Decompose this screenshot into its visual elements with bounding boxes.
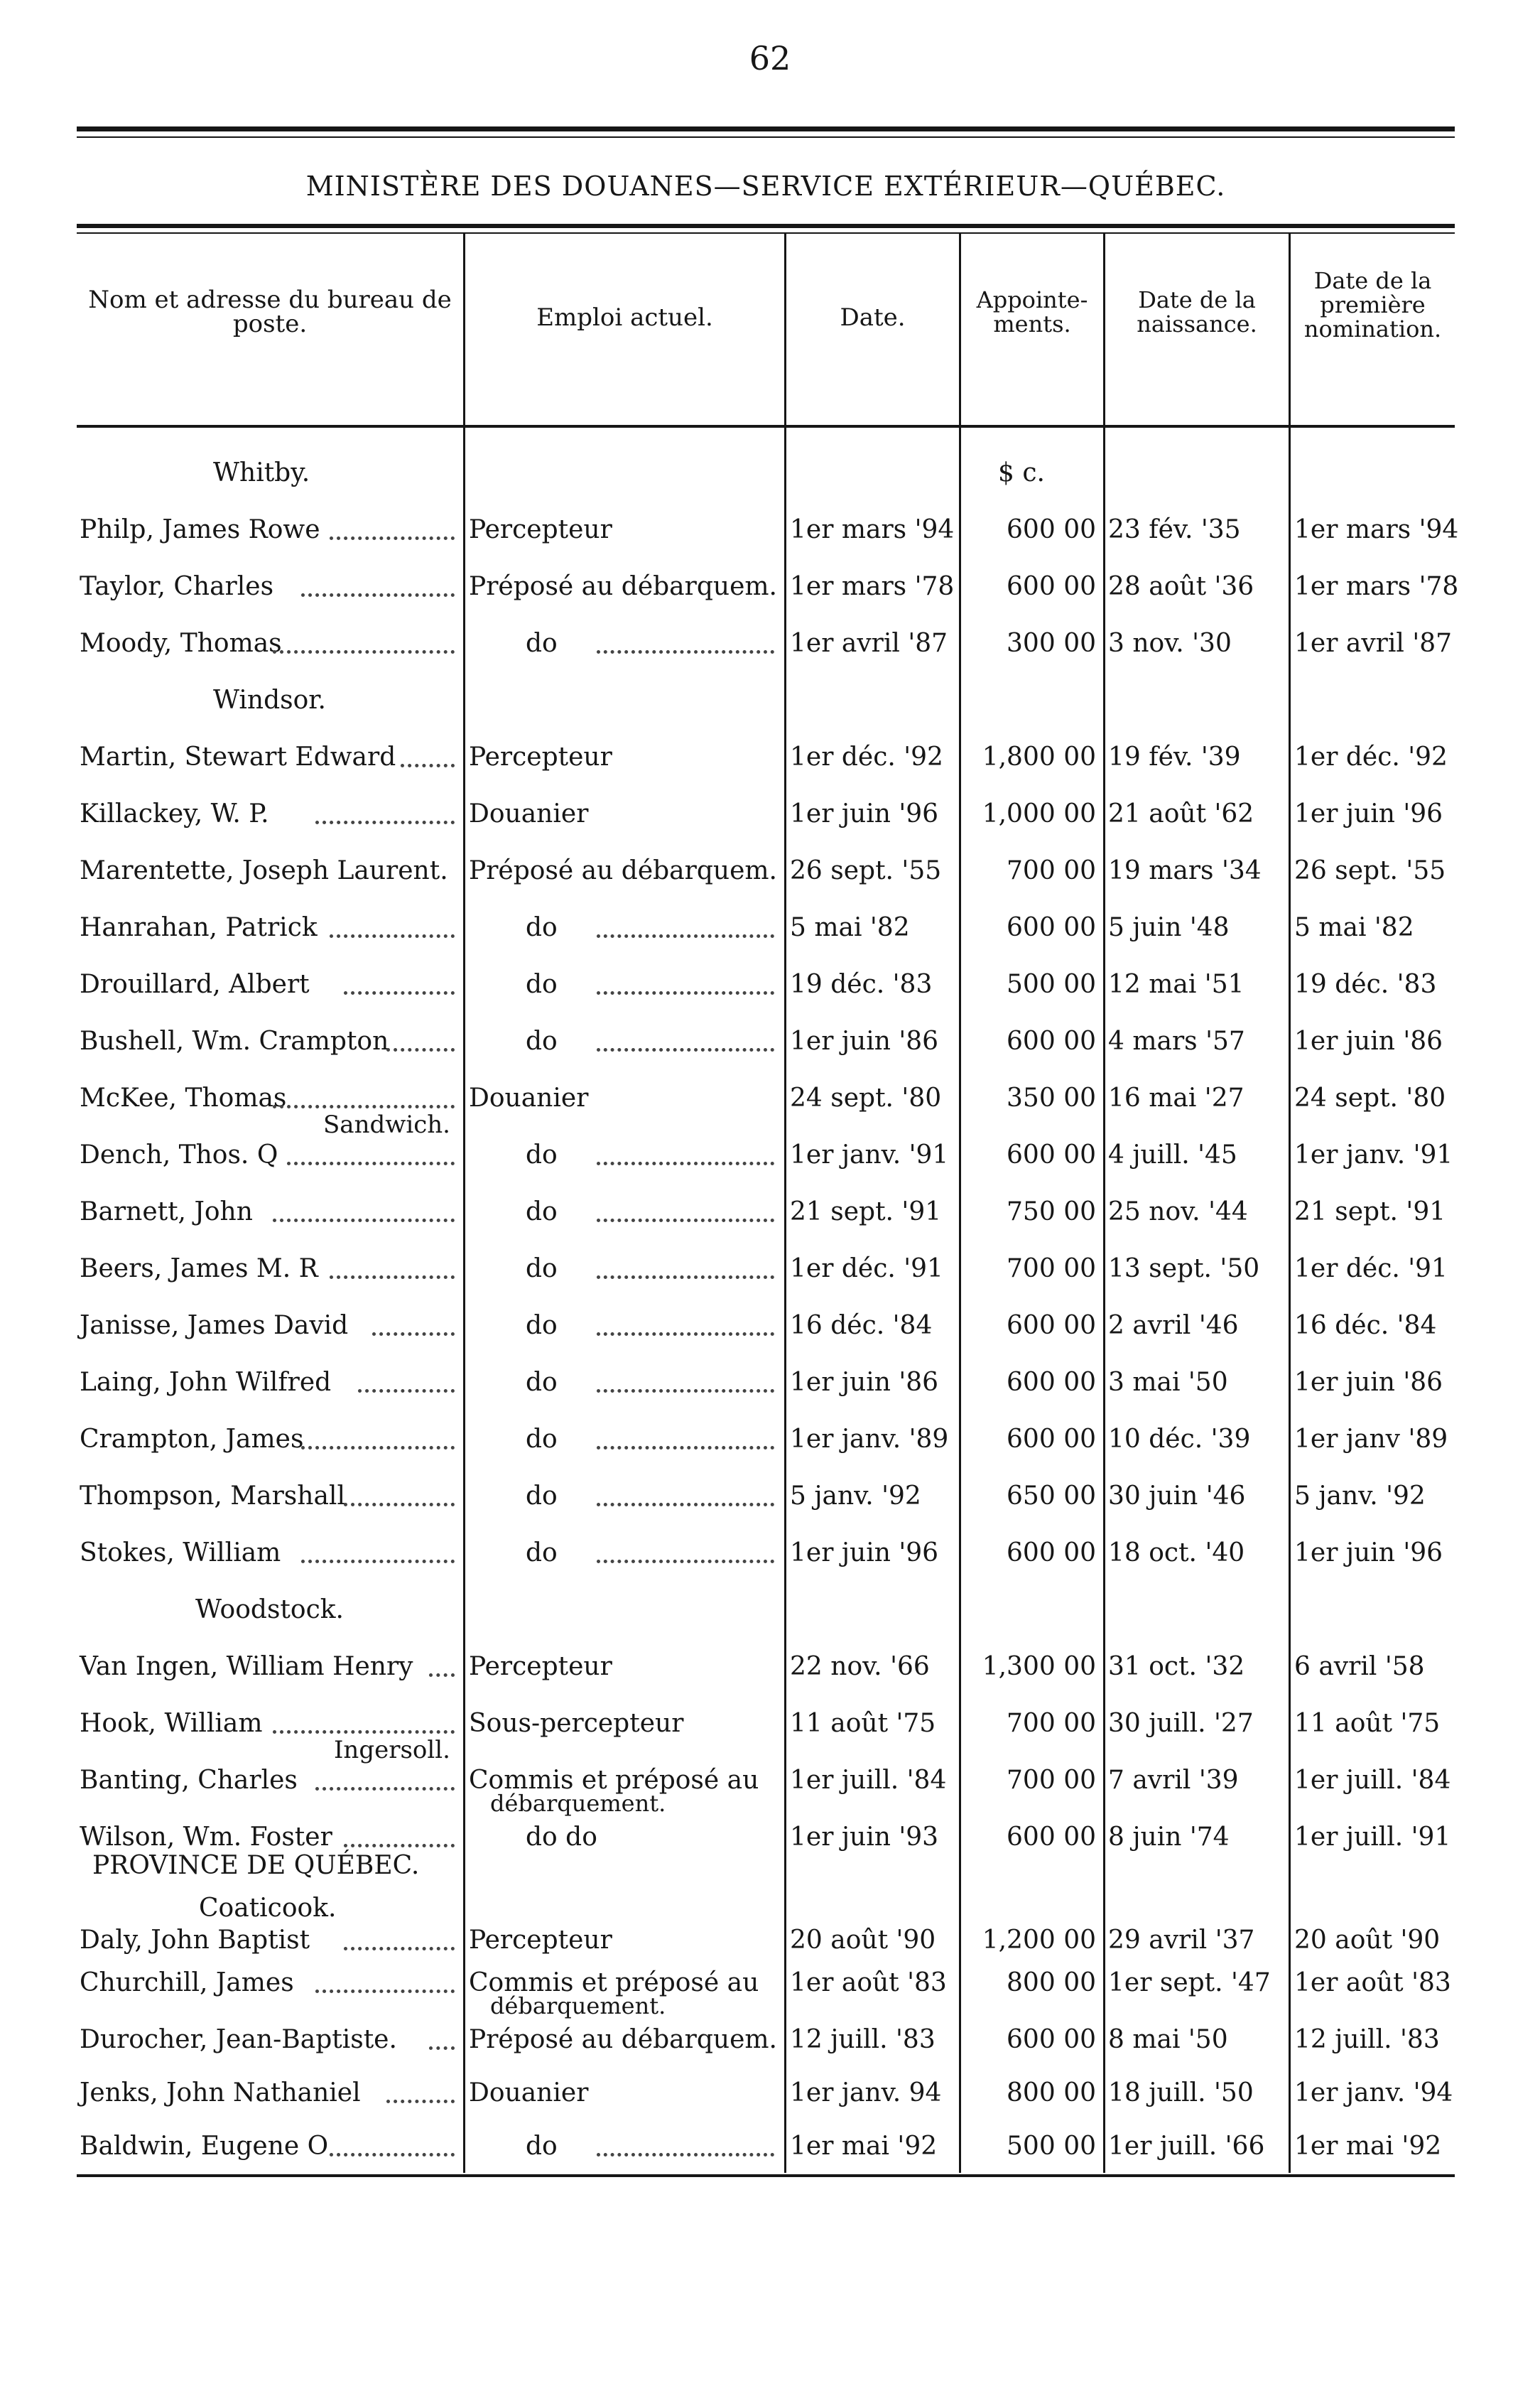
birth-date: 8 mai '50 bbox=[1108, 2025, 1228, 2054]
first-nomination-date: 1er janv. '91 bbox=[1294, 1140, 1453, 1170]
leader-dots bbox=[344, 1947, 455, 1950]
leader-dots bbox=[597, 1560, 774, 1563]
first-nomination-date: 1er mars '78 bbox=[1294, 572, 1459, 601]
nomination-date: 1er mai '92 bbox=[790, 2132, 938, 2161]
emploi-actuel: Percepteur bbox=[469, 1652, 612, 1681]
nomination-date: 5 mai '82 bbox=[790, 913, 910, 942]
leader-dots bbox=[597, 1389, 774, 1393]
appointements: 350 00 bbox=[1007, 1084, 1096, 1113]
emploi-actuel: do bbox=[526, 1197, 558, 1226]
leader-dots bbox=[273, 650, 455, 654]
leader-dots bbox=[597, 650, 774, 654]
leader-dots bbox=[597, 2153, 774, 2156]
top-rule-thick bbox=[77, 126, 1455, 131]
first-nomination-date: 1er déc. '92 bbox=[1294, 743, 1448, 772]
employee-name: Crampton, James bbox=[80, 1425, 304, 1454]
birth-date: 8 juin '74 bbox=[1108, 1823, 1230, 1852]
appointements: 600 00 bbox=[1007, 2025, 1096, 2054]
header-date: Date. bbox=[840, 303, 906, 332]
appointements: 1,300 00 bbox=[982, 1652, 1096, 1681]
leader-dots bbox=[315, 1787, 455, 1791]
first-nomination-date: 1er avril '87 bbox=[1294, 629, 1453, 658]
birth-date: 13 sept. '50 bbox=[1108, 1254, 1260, 1283]
leader-dots bbox=[344, 1844, 455, 1847]
appointements: 500 00 bbox=[1007, 970, 1096, 999]
first-nomination-date: 19 déc. '83 bbox=[1294, 970, 1437, 999]
birth-date: 12 mai '51 bbox=[1108, 970, 1245, 999]
emploi-actuel: do bbox=[526, 1140, 558, 1170]
employee-name: Laing, John Wilfred bbox=[80, 1368, 332, 1397]
nomination-date: 22 nov. '66 bbox=[790, 1652, 930, 1681]
nomination-date: 26 sept. '55 bbox=[790, 856, 942, 885]
birth-date: 7 avril '39 bbox=[1108, 1766, 1239, 1795]
appointements: 800 00 bbox=[1007, 1968, 1096, 1997]
leader-dots bbox=[330, 934, 455, 938]
birth-date: 30 juin '46 bbox=[1108, 1481, 1246, 1511]
leader-dots bbox=[301, 1446, 455, 1450]
nomination-date: 1er déc. '92 bbox=[790, 743, 943, 772]
first-nomination-date: 24 sept. '80 bbox=[1294, 1084, 1446, 1113]
appointements: 600 00 bbox=[1007, 913, 1096, 942]
emploi-actuel: Douanier bbox=[469, 1084, 589, 1113]
bottom-rule bbox=[77, 2174, 1455, 2177]
nomination-date: 1er juin '93 bbox=[790, 1823, 939, 1852]
employee-name: Hanrahan, Patrick bbox=[80, 913, 318, 942]
leader-dots bbox=[273, 1219, 455, 1222]
appointements: 800 00 bbox=[1007, 2078, 1096, 2107]
appointements: 1,200 00 bbox=[982, 1926, 1096, 1955]
employee-name: Van Ingen, William Henry bbox=[80, 1652, 413, 1681]
place-label: PROVINCE DE QUÉBEC. bbox=[92, 1851, 420, 1880]
leader-dots bbox=[429, 1673, 455, 1677]
header-rule bbox=[77, 425, 1455, 428]
birth-date: 4 juill. '45 bbox=[1108, 1140, 1237, 1170]
first-nomination-date: 12 juill. '83 bbox=[1294, 2025, 1440, 2054]
place-label: Woodstock. bbox=[195, 1595, 344, 1624]
employee-name: Stokes, William bbox=[80, 1538, 281, 1567]
birth-date: 1er juill. '66 bbox=[1108, 2132, 1265, 2161]
nomination-date: 1er août '83 bbox=[790, 1968, 947, 1997]
birth-date: 10 déc. '39 bbox=[1108, 1425, 1251, 1454]
leader-dots bbox=[315, 821, 455, 824]
employee-name: Beers, James M. R bbox=[80, 1254, 318, 1283]
emploi-actuel: Commis et préposé au bbox=[469, 1766, 759, 1795]
birth-date: 25 nov. '44 bbox=[1108, 1197, 1248, 1226]
appointements: 600 00 bbox=[1007, 572, 1096, 601]
first-nomination-date: 1er janv. '94 bbox=[1294, 2078, 1453, 2107]
leader-dots bbox=[386, 2100, 455, 2103]
emploi-actuel: Commis et préposé au bbox=[469, 1968, 759, 1997]
birth-date: 23 fév. '35 bbox=[1108, 515, 1241, 544]
emploi-actuel: Percepteur bbox=[469, 743, 612, 772]
place-label: Coaticook. bbox=[199, 1894, 337, 1923]
emploi-actuel: Préposé au débarquem. bbox=[469, 2025, 777, 2054]
birth-date: 30 juill. '27 bbox=[1108, 1709, 1254, 1738]
leader-dots bbox=[330, 2153, 455, 2156]
nomination-date: 1er juill. '84 bbox=[790, 1766, 947, 1795]
appointements: 500 00 bbox=[1007, 2132, 1096, 2161]
employee-name: Killackey, W. P. bbox=[80, 799, 269, 828]
first-nomination-date: 1er juin '86 bbox=[1294, 1368, 1443, 1397]
leader-dots bbox=[358, 1389, 455, 1393]
birth-date: 5 juin '48 bbox=[1108, 913, 1230, 942]
leader-dots bbox=[372, 1332, 455, 1336]
first-nomination-date: 1er déc. '91 bbox=[1294, 1254, 1448, 1283]
emploi-actuel: do bbox=[526, 629, 558, 658]
leader-dots bbox=[330, 536, 455, 540]
leader-dots bbox=[597, 1219, 774, 1222]
title-rule-thin bbox=[77, 232, 1455, 234]
appointements: 650 00 bbox=[1007, 1481, 1096, 1511]
emploi-actuel: do bbox=[526, 1027, 558, 1056]
first-nomination-date: 11 août '75 bbox=[1294, 1709, 1441, 1738]
appointements: 600 00 bbox=[1007, 1425, 1096, 1454]
nomination-date: 5 janv. '92 bbox=[790, 1481, 921, 1511]
employee-name: Banting, Charles bbox=[80, 1766, 298, 1795]
appointements: 600 00 bbox=[1007, 1368, 1096, 1397]
first-nomination-date: 1er juill. '84 bbox=[1294, 1766, 1451, 1795]
nomination-date: 1er juin '86 bbox=[790, 1027, 939, 1056]
employee-name: Janisse, James David bbox=[80, 1311, 349, 1340]
leader-dots bbox=[597, 1332, 774, 1336]
employee-name: Drouillard, Albert bbox=[80, 970, 310, 999]
leader-dots bbox=[597, 1275, 774, 1279]
leader-dots bbox=[597, 1162, 774, 1165]
leader-dots bbox=[301, 593, 455, 597]
column-divider bbox=[784, 233, 786, 2173]
place-label: Whitby. bbox=[213, 458, 310, 487]
place-label: Sandwich. bbox=[323, 1111, 450, 1139]
birth-date: 2 avril '46 bbox=[1108, 1311, 1239, 1340]
place-label: Windsor. bbox=[213, 686, 326, 715]
nomination-date: 11 août '75 bbox=[790, 1709, 936, 1738]
leader-dots bbox=[273, 1730, 455, 1734]
nomination-date: 16 déc. '84 bbox=[790, 1311, 933, 1340]
leader-dots bbox=[344, 1503, 455, 1506]
leader-dots bbox=[597, 934, 774, 938]
emploi-actuel: do bbox=[526, 1311, 558, 1340]
appointements: 700 00 bbox=[1007, 856, 1096, 885]
employee-name: Bushell, Wm. Crampton bbox=[80, 1027, 389, 1056]
first-nomination-date: 1er mai '92 bbox=[1294, 2132, 1442, 2161]
employee-name: Wilson, Wm. Foster bbox=[80, 1823, 332, 1852]
header-name: Nom et adresse du bureau de poste. bbox=[88, 286, 452, 338]
employee-name: Moody, Thomas bbox=[80, 629, 282, 658]
first-nomination-date: 1er juin '86 bbox=[1294, 1027, 1443, 1056]
currency-label: $ c. bbox=[998, 458, 1045, 487]
leader-dots bbox=[344, 991, 455, 995]
birth-date: 21 août '62 bbox=[1108, 799, 1254, 828]
nomination-date: 24 sept. '80 bbox=[790, 1084, 942, 1113]
birth-date: 1er sept. '47 bbox=[1108, 1968, 1271, 1997]
appointements: 600 00 bbox=[1007, 515, 1096, 544]
nomination-date: 1er janv. 94 bbox=[790, 2078, 942, 2107]
leader-dots bbox=[330, 1275, 455, 1279]
emploi-continuation: débarquement. bbox=[490, 1992, 666, 2019]
employee-name: Thompson, Marshall bbox=[80, 1481, 345, 1511]
leader-dots bbox=[273, 1105, 455, 1108]
appointements: 600 00 bbox=[1007, 1311, 1096, 1340]
emploi-continuation: débarquement. bbox=[490, 1790, 666, 1817]
first-nomination-date: 1er juin '96 bbox=[1294, 799, 1443, 828]
nomination-date: 1er avril '87 bbox=[790, 629, 948, 658]
employee-name: Hook, William bbox=[80, 1709, 263, 1738]
page-number: 62 bbox=[749, 39, 791, 77]
header-naissance: Date de la naissance. bbox=[1137, 286, 1257, 338]
emploi-actuel: do bbox=[526, 2132, 558, 2161]
first-nomination-date: 1er mars '94 bbox=[1294, 515, 1459, 544]
appointements: 1,800 00 bbox=[982, 743, 1096, 772]
nomination-date: 12 juill. '83 bbox=[790, 2025, 936, 2054]
appointements: 600 00 bbox=[1007, 1027, 1096, 1056]
emploi-actuel: Percepteur bbox=[469, 1926, 612, 1955]
birth-date: 29 avril '37 bbox=[1108, 1926, 1255, 1955]
appointements: 600 00 bbox=[1007, 1538, 1096, 1567]
first-nomination-date: 1er juin '96 bbox=[1294, 1538, 1443, 1567]
employee-name: Martin, Stewart Edward bbox=[80, 743, 396, 772]
emploi-actuel: Douanier bbox=[469, 2078, 589, 2107]
emploi-actuel: do bbox=[526, 1368, 558, 1397]
employee-name: McKee, Thomas bbox=[80, 1084, 287, 1113]
birth-date: 19 mars '34 bbox=[1108, 856, 1262, 885]
emploi-actuel: do bbox=[526, 1481, 558, 1511]
page-title: MINISTÈRE DES DOUANES—SERVICE EXTÉRIEUR—QUÉBEC. bbox=[305, 171, 1226, 202]
column-divider bbox=[463, 233, 465, 2173]
nomination-date: 1er janv. '91 bbox=[790, 1140, 949, 1170]
nomination-date: 1er mars '94 bbox=[790, 515, 955, 544]
column-divider bbox=[1289, 233, 1291, 2173]
nomination-date: 1er déc. '91 bbox=[790, 1254, 943, 1283]
header-emploi: Emploi actuel. bbox=[536, 303, 713, 332]
birth-date: 31 oct. '32 bbox=[1108, 1652, 1245, 1681]
birth-date: 18 juill. '50 bbox=[1108, 2078, 1254, 2107]
emploi-actuel: do bbox=[526, 1538, 558, 1567]
emploi-actuel: Préposé au débarquem. bbox=[469, 572, 777, 601]
top-rule-thin bbox=[77, 136, 1455, 138]
title-rule-thick bbox=[77, 224, 1455, 228]
leader-dots bbox=[401, 764, 455, 767]
leader-dots bbox=[429, 2046, 455, 2050]
leader-dots bbox=[597, 1446, 774, 1450]
header-premiere-nomination: Date de la première nomination. bbox=[1303, 267, 1442, 342]
emploi-actuel: Préposé au débarquem. bbox=[469, 856, 777, 885]
employee-name: Durocher, Jean-Baptiste. bbox=[80, 2025, 397, 2054]
appointements: 700 00 bbox=[1007, 1709, 1096, 1738]
appointements: 600 00 bbox=[1007, 1140, 1096, 1170]
emploi-actuel: do bbox=[526, 1254, 558, 1283]
leader-dots bbox=[315, 1990, 455, 1993]
first-nomination-date: 1er août '83 bbox=[1294, 1968, 1451, 1997]
employee-name: Daly, John Baptist bbox=[80, 1926, 310, 1955]
appointements: 300 00 bbox=[1007, 629, 1096, 658]
first-nomination-date: 16 déc. '84 bbox=[1294, 1311, 1437, 1340]
leader-dots bbox=[301, 1560, 455, 1563]
appointements: 750 00 bbox=[1007, 1197, 1096, 1226]
emploi-actuel: do do bbox=[526, 1823, 597, 1852]
leader-dots bbox=[597, 1503, 774, 1506]
birth-date: 4 mars '57 bbox=[1108, 1027, 1245, 1056]
nomination-date: 20 août '90 bbox=[790, 1926, 936, 1955]
first-nomination-date: 6 avril '58 bbox=[1294, 1652, 1425, 1681]
birth-date: 3 mai '50 bbox=[1108, 1368, 1228, 1397]
emploi-actuel: do bbox=[526, 970, 558, 999]
nomination-date: 21 sept. '91 bbox=[790, 1197, 942, 1226]
first-nomination-date: 26 sept. '55 bbox=[1294, 856, 1446, 885]
leader-dots bbox=[386, 1048, 455, 1052]
employee-name: Taylor, Charles bbox=[80, 572, 274, 601]
emploi-actuel: do bbox=[526, 913, 558, 942]
birth-date: 28 août '36 bbox=[1108, 572, 1254, 601]
leader-dots bbox=[597, 1048, 774, 1052]
emploi-actuel: Sous-percepteur bbox=[469, 1709, 684, 1738]
first-nomination-date: 1er janv '89 bbox=[1294, 1425, 1448, 1454]
appointements: 700 00 bbox=[1007, 1766, 1096, 1795]
first-nomination-date: 21 sept. '91 bbox=[1294, 1197, 1446, 1226]
leader-dots bbox=[597, 991, 774, 995]
nomination-date: 1er juin '96 bbox=[790, 799, 939, 828]
employee-name: Dench, Thos. Q bbox=[80, 1140, 278, 1170]
appointements: 1,000 00 bbox=[982, 799, 1096, 828]
birth-date: 18 oct. '40 bbox=[1108, 1538, 1245, 1567]
nomination-date: 1er janv. '89 bbox=[790, 1425, 949, 1454]
column-divider bbox=[959, 233, 961, 2173]
birth-date: 19 fév. '39 bbox=[1108, 743, 1241, 772]
emploi-actuel: Percepteur bbox=[469, 515, 612, 544]
appointements: 700 00 bbox=[1007, 1254, 1096, 1283]
employee-name: Churchill, James bbox=[80, 1968, 294, 1997]
nomination-date: 19 déc. '83 bbox=[790, 970, 933, 999]
first-nomination-date: 5 janv. '92 bbox=[1294, 1481, 1426, 1511]
nomination-date: 1er juin '96 bbox=[790, 1538, 939, 1567]
employee-name: Barnett, John bbox=[80, 1197, 253, 1226]
employee-name: Marentette, Joseph Laurent. bbox=[80, 856, 448, 885]
first-nomination-date: 5 mai '82 bbox=[1294, 913, 1414, 942]
nomination-date: 1er mars '78 bbox=[790, 572, 955, 601]
employee-name: Philp, James Rowe bbox=[80, 515, 320, 544]
birth-date: 3 nov. '30 bbox=[1108, 629, 1232, 658]
employee-name: Baldwin, Eugene O bbox=[80, 2132, 329, 2161]
employee-name: Jenks, John Nathaniel bbox=[80, 2078, 361, 2107]
column-divider bbox=[1103, 233, 1105, 2173]
appointements: 600 00 bbox=[1007, 1823, 1096, 1852]
birth-date: 16 mai '27 bbox=[1108, 1084, 1245, 1113]
leader-dots bbox=[287, 1162, 455, 1165]
first-nomination-date: 1er juill. '91 bbox=[1294, 1823, 1451, 1852]
header-appointements: Appointe-ments. bbox=[976, 286, 1088, 338]
place-label: Ingersoll. bbox=[334, 1736, 450, 1764]
first-nomination-date: 20 août '90 bbox=[1294, 1926, 1441, 1955]
emploi-actuel: do bbox=[526, 1425, 558, 1454]
nomination-date: 1er juin '86 bbox=[790, 1368, 939, 1397]
emploi-actuel: Douanier bbox=[469, 799, 589, 828]
